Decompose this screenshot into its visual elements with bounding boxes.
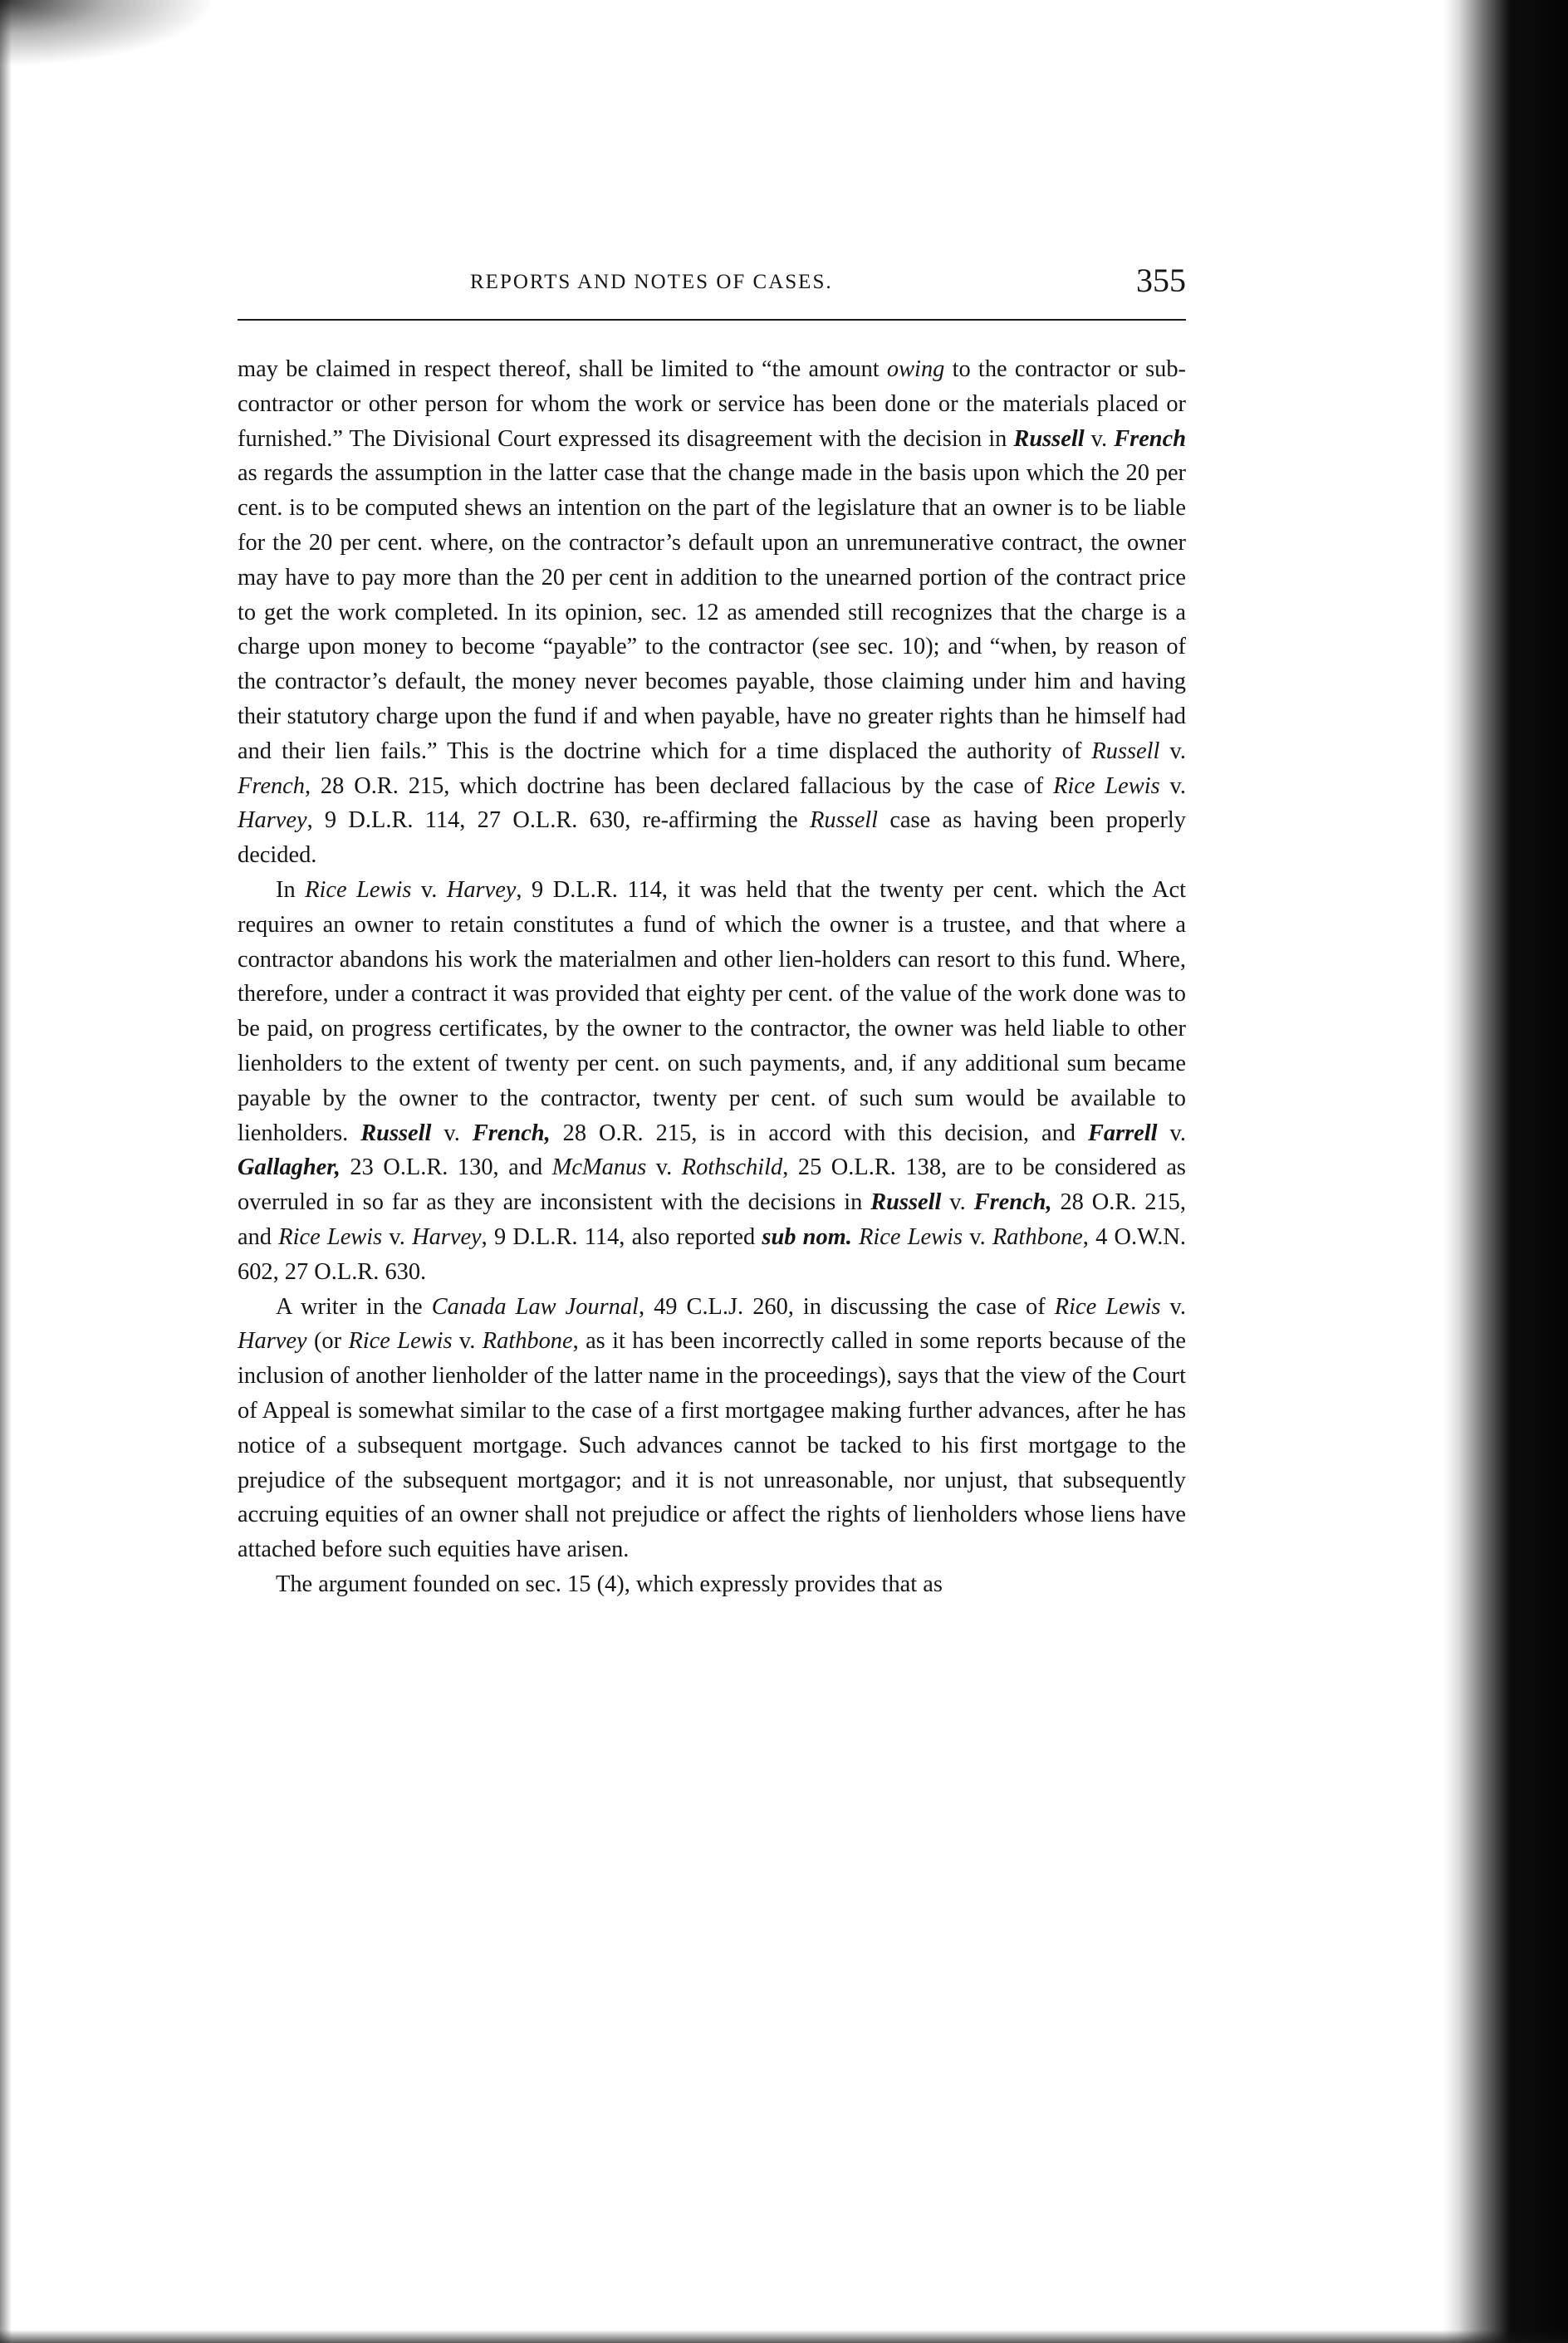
scan-shadow-bottom [0, 2330, 1568, 2343]
text-run: v. [646, 1154, 682, 1181]
case-citation: Rice Lewis [348, 1328, 453, 1355]
case-citation: Rothschild [681, 1154, 783, 1181]
text-run: , as it has been incorrectly called in some reports because of the inclusion of another lienholder of the latter name in the proceedings), says that the view of the Court of Appeal is somewhat similar to the case of a first mortgagee making further advances, after he has notice of a subsequent mortgage. Such advances cannot be tacked to his first mortgage to the prejudice of the subsequent mortgagor; and it is not unreasonable, nor unjust, that subsequently accruing equities of an owner shall not prejudice or affect the rights of lienholders whose liens have attached before such equities have arisen. [238, 1328, 1186, 1563]
paragraph [238, 352, 1186, 873]
case-citation: Russell [870, 1189, 942, 1216]
text-run: In [276, 876, 306, 903]
text-run: , 49 C.L.J. 260, in discussing the case of [638, 1293, 1055, 1320]
text-run: as regards the assumption in the latter case that the change made in the basis upon which the 20 per cent. is to be computed shews an intention on the part of the legislature that an owner is to be liable for the 20 per cent. where, on the contractor’s default upon an unremunerative contract, the owner may have to pay more than the 20 per cent in addition to the unearned portion of the contract price to get the work completed. In its opinion, sec. 12 as amended still recognizes that the charge is a charge upon money to become “payable” to the contractor (see sec. 10); and “when, by reason of the contractor’s default, the money never becomes payable, those claiming under him and having their statutory charge upon the fund if and when payable, have no greater rights than he himself had and their lien fails.” This is the doctrine which for a time displaced the authority of [238, 460, 1186, 764]
case-citation: French, [973, 1189, 1052, 1216]
text-run: A writer in the [276, 1293, 432, 1320]
text-run: v. [1159, 772, 1187, 799]
text-run: v. [1157, 1120, 1186, 1146]
case-citation: McManus [551, 1154, 647, 1181]
text-run: 28 O.R. 215, is in accord with this decision, and [550, 1120, 1088, 1146]
case-citation: Russell [360, 1120, 432, 1146]
text-run: v. [941, 1189, 974, 1216]
text-run: to the contractor or sub-contractor or other person for whom the work or service has been done or the materials placed or furnished.” The Divisional Court expressed its disagreement with the decision in [238, 356, 1186, 452]
case-citation: Rice Lewis [305, 876, 412, 903]
case-citation: owing [886, 356, 945, 382]
document-page [238, 264, 1186, 1602]
case-citation: Rice Lewis [278, 1223, 383, 1250]
running-head: REPORTS AND NOTES OF CASES. [470, 271, 833, 293]
text-run: v. [382, 1223, 413, 1250]
text-run: , 25 O.L.R. 138, are to be considered as overruled in so far as they are inconsistent with the decisions in [238, 1154, 1186, 1216]
paragraph [238, 873, 1186, 1290]
text-run: , 28 O.R. 215, which doctrine has been declared fallacious by the case of [304, 772, 1054, 799]
case-citation: sub nom. [762, 1223, 852, 1250]
case-citation: Harvey [446, 876, 517, 903]
case-citation: Farrell [1087, 1120, 1158, 1146]
case-citation: French [238, 772, 305, 799]
case-citation: Russell [1013, 425, 1085, 452]
text-run: 28 O.R. 215, and [238, 1189, 1186, 1250]
text-run: , 4 O.W.N. 602, 27 O.L.R. 630. [238, 1223, 1187, 1285]
scan-shadow-left [0, 0, 12, 2343]
page-header [238, 264, 1186, 314]
text-run: (or [306, 1328, 349, 1355]
text-run: v. [452, 1328, 483, 1355]
case-citation: French [1114, 425, 1186, 452]
text-run [852, 1224, 859, 1250]
paragraph [238, 1290, 1186, 1567]
case-citation: Rathbone [482, 1328, 573, 1355]
header-rule [238, 319, 1186, 321]
case-citation: Russell [1091, 738, 1160, 764]
text-run: v. [963, 1223, 992, 1250]
text-run: v. [1160, 1293, 1186, 1320]
text-run: v. [1159, 738, 1186, 764]
case-citation: Harvey [238, 1328, 307, 1355]
case-citation: Russell [810, 807, 879, 834]
case-citation: Rice Lewis [1053, 772, 1160, 799]
scan-binding-edge [1443, 0, 1568, 2343]
text-run: v. [431, 1120, 473, 1146]
case-citation: Canada Law Journal [431, 1293, 639, 1320]
case-citation: Rice Lewis [1054, 1293, 1161, 1320]
text-run: may be claimed in respect thereof, shall be limited to “the amount [238, 356, 887, 382]
text-run: 23 O.L.R. 130, and [340, 1154, 552, 1181]
text-run: v. [411, 876, 447, 903]
text-run: The argument founded on sec. 15 (4), which expressly provides that as [276, 1571, 943, 1597]
scan-shadow-corner [0, 0, 216, 66]
paragraph [238, 1567, 1186, 1602]
case-citation: Rice Lewis [859, 1223, 963, 1250]
case-citation: Gallagher, [238, 1154, 341, 1181]
case-citation: Rathbone [992, 1223, 1083, 1250]
body-text [238, 352, 1186, 1602]
case-citation: Harvey [412, 1223, 482, 1250]
case-citation: French, [472, 1120, 551, 1146]
text-run: case as having been properly decided. [238, 807, 1186, 869]
text-run: , 9 D.L.R. 114, also reported [481, 1223, 762, 1250]
text-run: , 9 D.L.R. 114, it was held that the twenty per cent. which the Act requires an owner to retain constitutes a fund of which the owner is a trustee, and that where a contractor abandons his work the materialmen and other lien-holders can resort to this fund. Where, therefore, under a contract it was provided that eighty per cent. of the value of the work done was to be paid, on progress certificates, by the owner to the contractor, the owner was held liable to other lienholders to the extent of twenty per cent. on such payments, and, if any additional sum became payable by the owner to the contractor, twenty per cent. of such sum would be available to lienholders. [238, 876, 1187, 1146]
case-citation: Harvey [238, 807, 307, 834]
page-number: 355 [1136, 262, 1186, 299]
text-run: v. [1084, 425, 1115, 452]
text-run: , 9 D.L.R. 114, 27 O.L.R. 630, re-affirming the [306, 807, 811, 834]
